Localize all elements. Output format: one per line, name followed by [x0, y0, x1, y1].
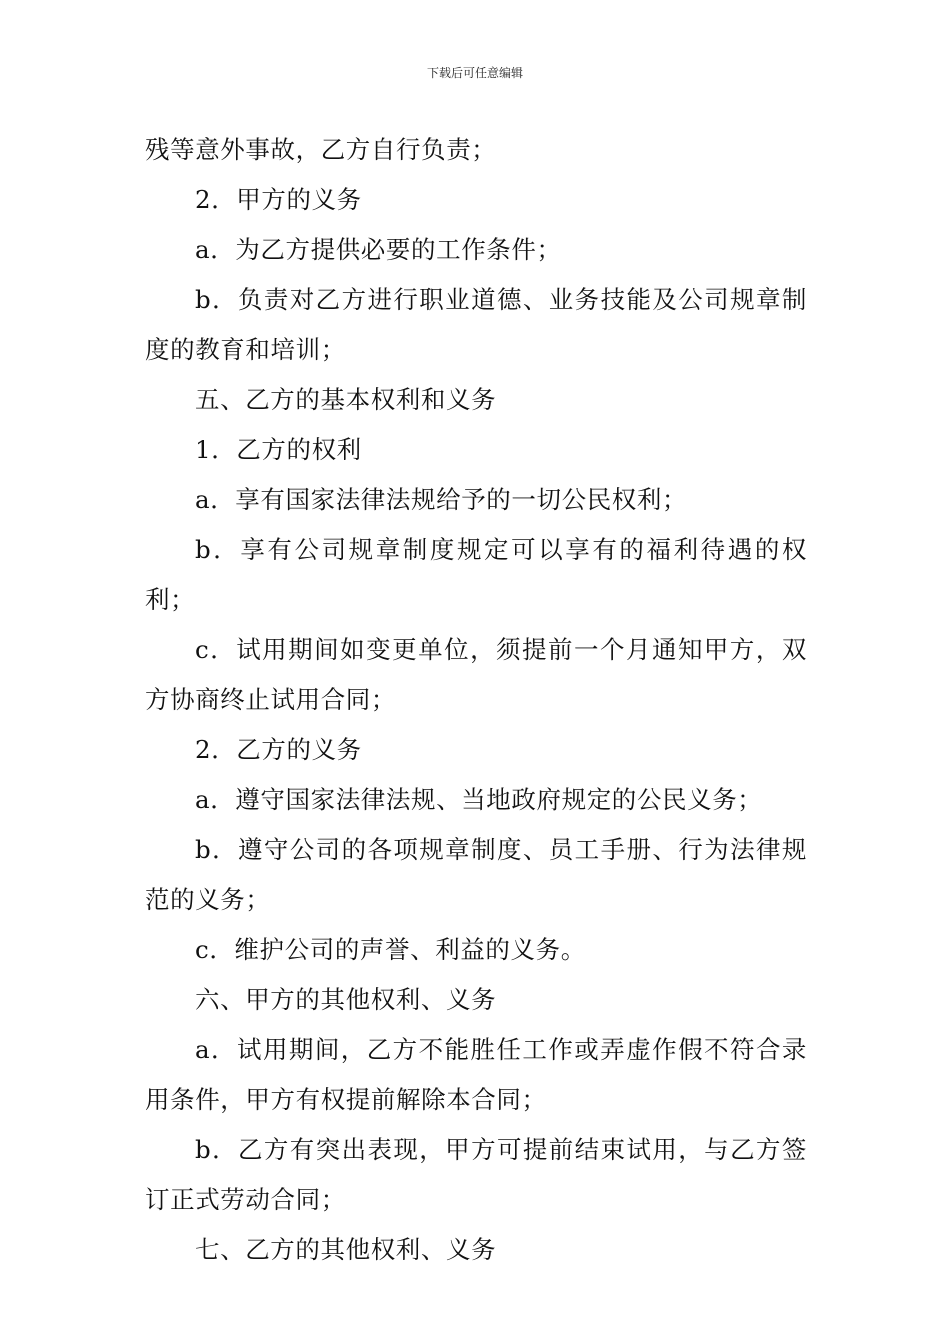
paragraph: 2．甲方的义务 — [195, 185, 362, 214]
paragraph: a．为乙方提供必要的工作条件； — [195, 235, 562, 264]
paragraph: c．试用期间如变更单位，须提前一个月通知甲方，双方协商终止试用合同； — [145, 635, 807, 714]
subsection-heading: 2．乙方的义务 — [195, 735, 362, 764]
subsection-heading: 1．乙方的权利 — [195, 435, 362, 464]
paragraph: b．遵守公司的各项规章制度、员工手册、行为法律规范的义务； — [145, 835, 807, 914]
section-heading: 六、甲方的其他权利、义务 — [195, 985, 497, 1014]
page-header-note: 下载后可任意编辑 — [426, 66, 523, 80]
paragraph: b．负责对乙方进行职业道德、业务技能及公司规章制度的教育和培训； — [145, 285, 807, 364]
paragraph: a．遵守国家法律法规、当地政府规定的公民义务； — [195, 785, 763, 814]
paragraph: b．乙方有突出表现，甲方可提前结束试用，与乙方签订正式劳动合同； — [145, 1135, 807, 1214]
document-body — [145, 125, 807, 1275]
paragraph: 残等意外事故，乙方自行负责； — [145, 135, 497, 164]
paragraph: c．维护公司的声誉、利益的义务。 — [195, 935, 586, 964]
paragraph: b．享有公司规章制度规定可以享有的福利待遇的权利； — [145, 535, 807, 614]
section-heading: 七、乙方的其他权利、义务 — [195, 1235, 497, 1264]
paragraph: a．试用期间，乙方不能胜任工作或弄虚作假不符合录用条件，甲方有权提前解除本合同； — [145, 1035, 807, 1114]
section-heading: 五、乙方的基本权利和义务 — [195, 385, 497, 414]
paragraph: a．享有国家法律法规给予的一切公民权利； — [195, 485, 688, 514]
